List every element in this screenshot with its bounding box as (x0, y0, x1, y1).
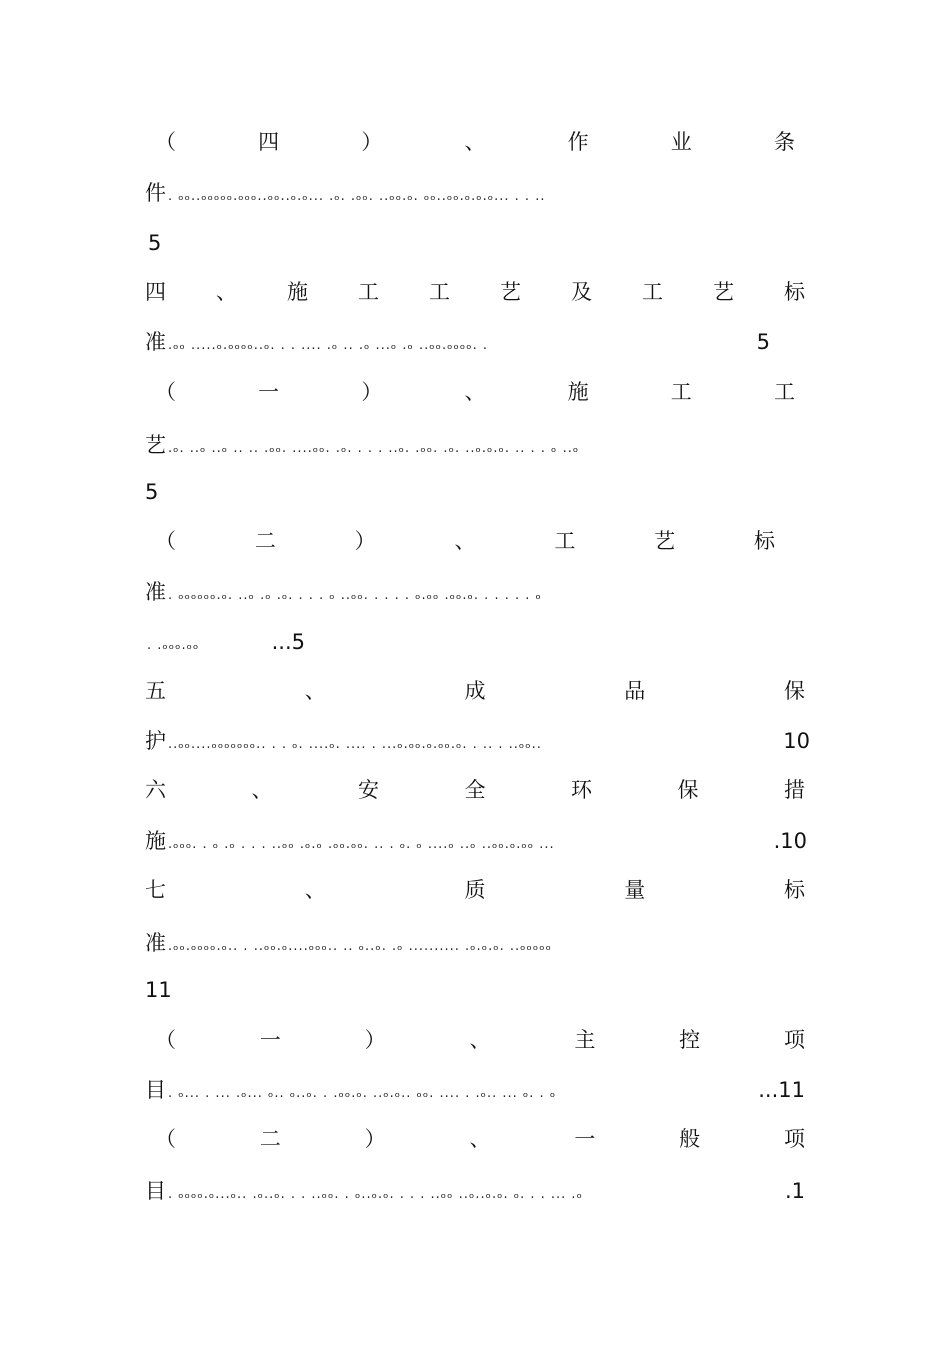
toc-entry-leader-section-6 (145, 826, 807, 856)
toc-tail-char: 施 (145, 829, 166, 853)
toc-head-char: 工 (429, 280, 450, 304)
dot-leader: .ₒₒₒ. . ₒ .ₒ . . . ..ₒₒ .ₒ.ₒ .ₒₒ.ₒₒ. .. . ₒ. ₒ ....ₒ ..ₒ ..ₒₒ.ₒ.ₒₒ ... (168, 837, 555, 852)
toc-head-char: 成 (464, 679, 486, 703)
toc-head-char: 主 (574, 1028, 596, 1052)
toc-head-char: 艺 (654, 529, 676, 553)
toc-entry-leader-section-7 (145, 928, 807, 958)
toc-page-number: 10 (783, 729, 810, 753)
toc-head-char: 量 (624, 878, 646, 902)
toc-head-char: （ (155, 1028, 176, 1052)
toc-entry-head-section-6 (145, 775, 805, 805)
toc-head-char: 、 (304, 878, 326, 902)
toc-head-char: （ (155, 1127, 176, 1151)
toc-head-char: 作 (567, 130, 589, 154)
toc-page-number: ...11 (758, 1078, 805, 1102)
toc-head-char: 般 (679, 1127, 701, 1151)
toc-head-char: 、 (464, 380, 486, 404)
toc-head-char: 七 (145, 878, 166, 902)
dot-leader: .ₒₒ.ₒₒₒₒ.ₒ.. . ..ₒₒ.ₒ....ₒₒₒ.. .. ₒ..ₒ. .ₒ .......... .ₒ.ₒ.ₒ. ..ₒₒₒₒₒ (168, 939, 552, 954)
toc-entry-leader-7-2 (145, 1176, 805, 1206)
toc-head-char: 、 (454, 529, 476, 553)
toc-page-number: 5 (145, 480, 159, 504)
toc-head-char: 品 (624, 679, 646, 703)
toc-head-char: 项 (783, 1028, 805, 1052)
toc-page-number: ...5 (271, 630, 305, 654)
toc-head-char: 一 (258, 380, 280, 404)
toc-head-char: 、 (464, 130, 486, 154)
toc-head-char: ） (364, 1028, 386, 1052)
toc-head-char: 二 (259, 1127, 281, 1151)
toc-head-char: 措 (784, 778, 805, 802)
toc-entry-leader-section-5 (145, 726, 810, 756)
toc-tail-char: 目 (145, 1078, 166, 1102)
toc-head-char: 一 (259, 1028, 281, 1052)
toc-page-number: .1 (784, 1179, 805, 1203)
toc-head-char: 标 (784, 878, 805, 902)
toc-head-char: 四 (145, 280, 166, 304)
toc-head-char: 一 (574, 1127, 596, 1151)
toc-entry-continuation-4-2 (145, 627, 305, 657)
dot-leader: . ₒ... . ... .ₒ... ₒ.. ₒ..ₒ. . .ₒₒ.ₒ. ..ₒ.ₒ.. ₒₒ. .... . .ₒ.. ... ₒ. . ₒ (168, 1086, 557, 1101)
toc-entry-leader-7-1 (145, 1075, 805, 1105)
toc-head-char: （ (155, 130, 176, 154)
toc-head-char: ） (354, 529, 376, 553)
dot-leader: . ₒₒ..ₒₒₒₒₒ.ₒₒₒ..ₒₒ..ₒ.ₒ... .ₒ. .ₒₒ. ..ₒₒ.ₒ. ₒₒ..ₒₒ.ₒ.ₒ.ₒ... . . .. (168, 189, 546, 204)
toc-head-char: 全 (464, 778, 486, 802)
toc-tail-char: 准 (145, 931, 166, 955)
toc-head-char: 工 (773, 380, 795, 404)
toc-head-char: 标 (753, 529, 775, 553)
toc-head-char: 工 (642, 280, 663, 304)
toc-entry-head-section-7 (145, 875, 805, 905)
toc-head-char: 保 (784, 679, 805, 703)
toc-head-char: 、 (216, 280, 237, 304)
toc-head-char: 保 (677, 778, 699, 802)
dot-leader: .ₒₒ .....ₒ.ₒₒₒₒ..ₒ. . . .... .ₒ .. .ₒ ...ₒ .ₒ ..ₒₒ.ₒₒₒₒ. . (168, 338, 489, 353)
toc-head-char: 施 (567, 380, 589, 404)
toc-tail-char: 目 (145, 1179, 166, 1203)
toc-page-number: 5 (756, 330, 770, 354)
toc-tail-char: 准 (145, 330, 166, 354)
toc-head-char: 控 (679, 1028, 701, 1052)
toc-head-char: 质 (464, 878, 486, 902)
dot-leader: . ₒₒₒₒₒₒ.ₒ. ..ₒ .ₒ .ₒ. . . . ₒ ..ₒₒ. . . . . ₒ.ₒₒ .ₒₒ.ₒ. . . . . . ₒ (168, 588, 542, 603)
toc-head-char: 六 (145, 778, 166, 802)
toc-head-char: 工 (358, 280, 379, 304)
toc-head-char: ） (361, 380, 383, 404)
toc-entry-head-section-5 (145, 676, 805, 706)
toc-head-char: ） (361, 130, 383, 154)
toc-head-char: 四 (258, 130, 280, 154)
toc-head-char: 条 (773, 130, 795, 154)
toc-tail-char: 准 (145, 580, 166, 604)
toc-head-char: 二 (254, 529, 276, 553)
dot-leader: ..ₒₒ....ₒₒₒₒₒₒₒ.. . . ₒ. ....ₒ. .... . ...ₒ.ₒₒ.ₒ.ₒₒ.ₒ. . .. . ..ₒₒ.. (168, 737, 542, 752)
toc-entry-leader-section-4 (145, 327, 770, 357)
toc-entry-head-7-1 (155, 1025, 805, 1055)
toc-page-number: 11 (145, 978, 172, 1002)
toc-head-char: 五 (145, 679, 166, 703)
toc-head-char: 、 (251, 778, 273, 802)
dot-leader: .ₒ. ..ₒ ..ₒ .. .. .ₒₒ. ....ₒₒ. .ₒ. . . . ..ₒ. .ₒₒ. .ₒ. ..ₒ.ₒ.ₒ. .. . . ₒ ..ₒ (168, 441, 580, 456)
toc-head-char: 、 (469, 1127, 491, 1151)
toc-tail-char: 件 (145, 181, 166, 205)
dot-leader: . ₒₒₒₒ.ₒ...ₒ.. .ₒ..ₒ. . . ..ₒₒ. . ₒ..ₒ.ₒ. . . . ..ₒₒ ..ₒ..ₒ.ₒ. ₒ. . . ... .ₒ (168, 1187, 583, 1202)
toc-entry-leader-4-work-conditions (145, 178, 805, 208)
toc-tail-char: 护 (145, 729, 166, 753)
toc-head-char: 施 (287, 280, 308, 304)
toc-head-char: 项 (783, 1127, 805, 1151)
toc-head-char: 、 (469, 1028, 491, 1052)
toc-page-number: .10 (773, 829, 807, 853)
toc-entry-head-4-work-conditions (155, 127, 795, 157)
toc-head-char: （ (155, 529, 176, 553)
toc-page-number: 5 (148, 231, 162, 255)
toc-head-char: 标 (784, 280, 805, 304)
toc-head-char: ） (364, 1127, 386, 1151)
toc-head-char: 安 (358, 778, 379, 802)
toc-head-char: 工 (554, 529, 576, 553)
toc-head-char: （ (155, 380, 176, 404)
toc-entry-head-4-1 (155, 377, 795, 407)
toc-head-char: 及 (571, 280, 592, 304)
dot-leader: . .ₒₒₒ.ₒₒ (147, 638, 200, 653)
toc-entry-head-7-2 (155, 1124, 805, 1154)
toc-entry-leader-4-1 (145, 430, 795, 460)
toc-head-char: 工 (670, 380, 692, 404)
toc-head-char: 、 (304, 679, 326, 703)
toc-entry-head-section-4 (145, 277, 805, 307)
toc-head-char: 业 (670, 130, 692, 154)
toc-entry-head-4-2 (155, 526, 775, 556)
toc-head-char: 艺 (713, 280, 734, 304)
toc-head-char: 艺 (500, 280, 521, 304)
toc-head-char: 环 (571, 778, 592, 802)
toc-entry-leader-4-2 (145, 577, 780, 607)
toc-tail-char: 艺 (145, 433, 166, 457)
